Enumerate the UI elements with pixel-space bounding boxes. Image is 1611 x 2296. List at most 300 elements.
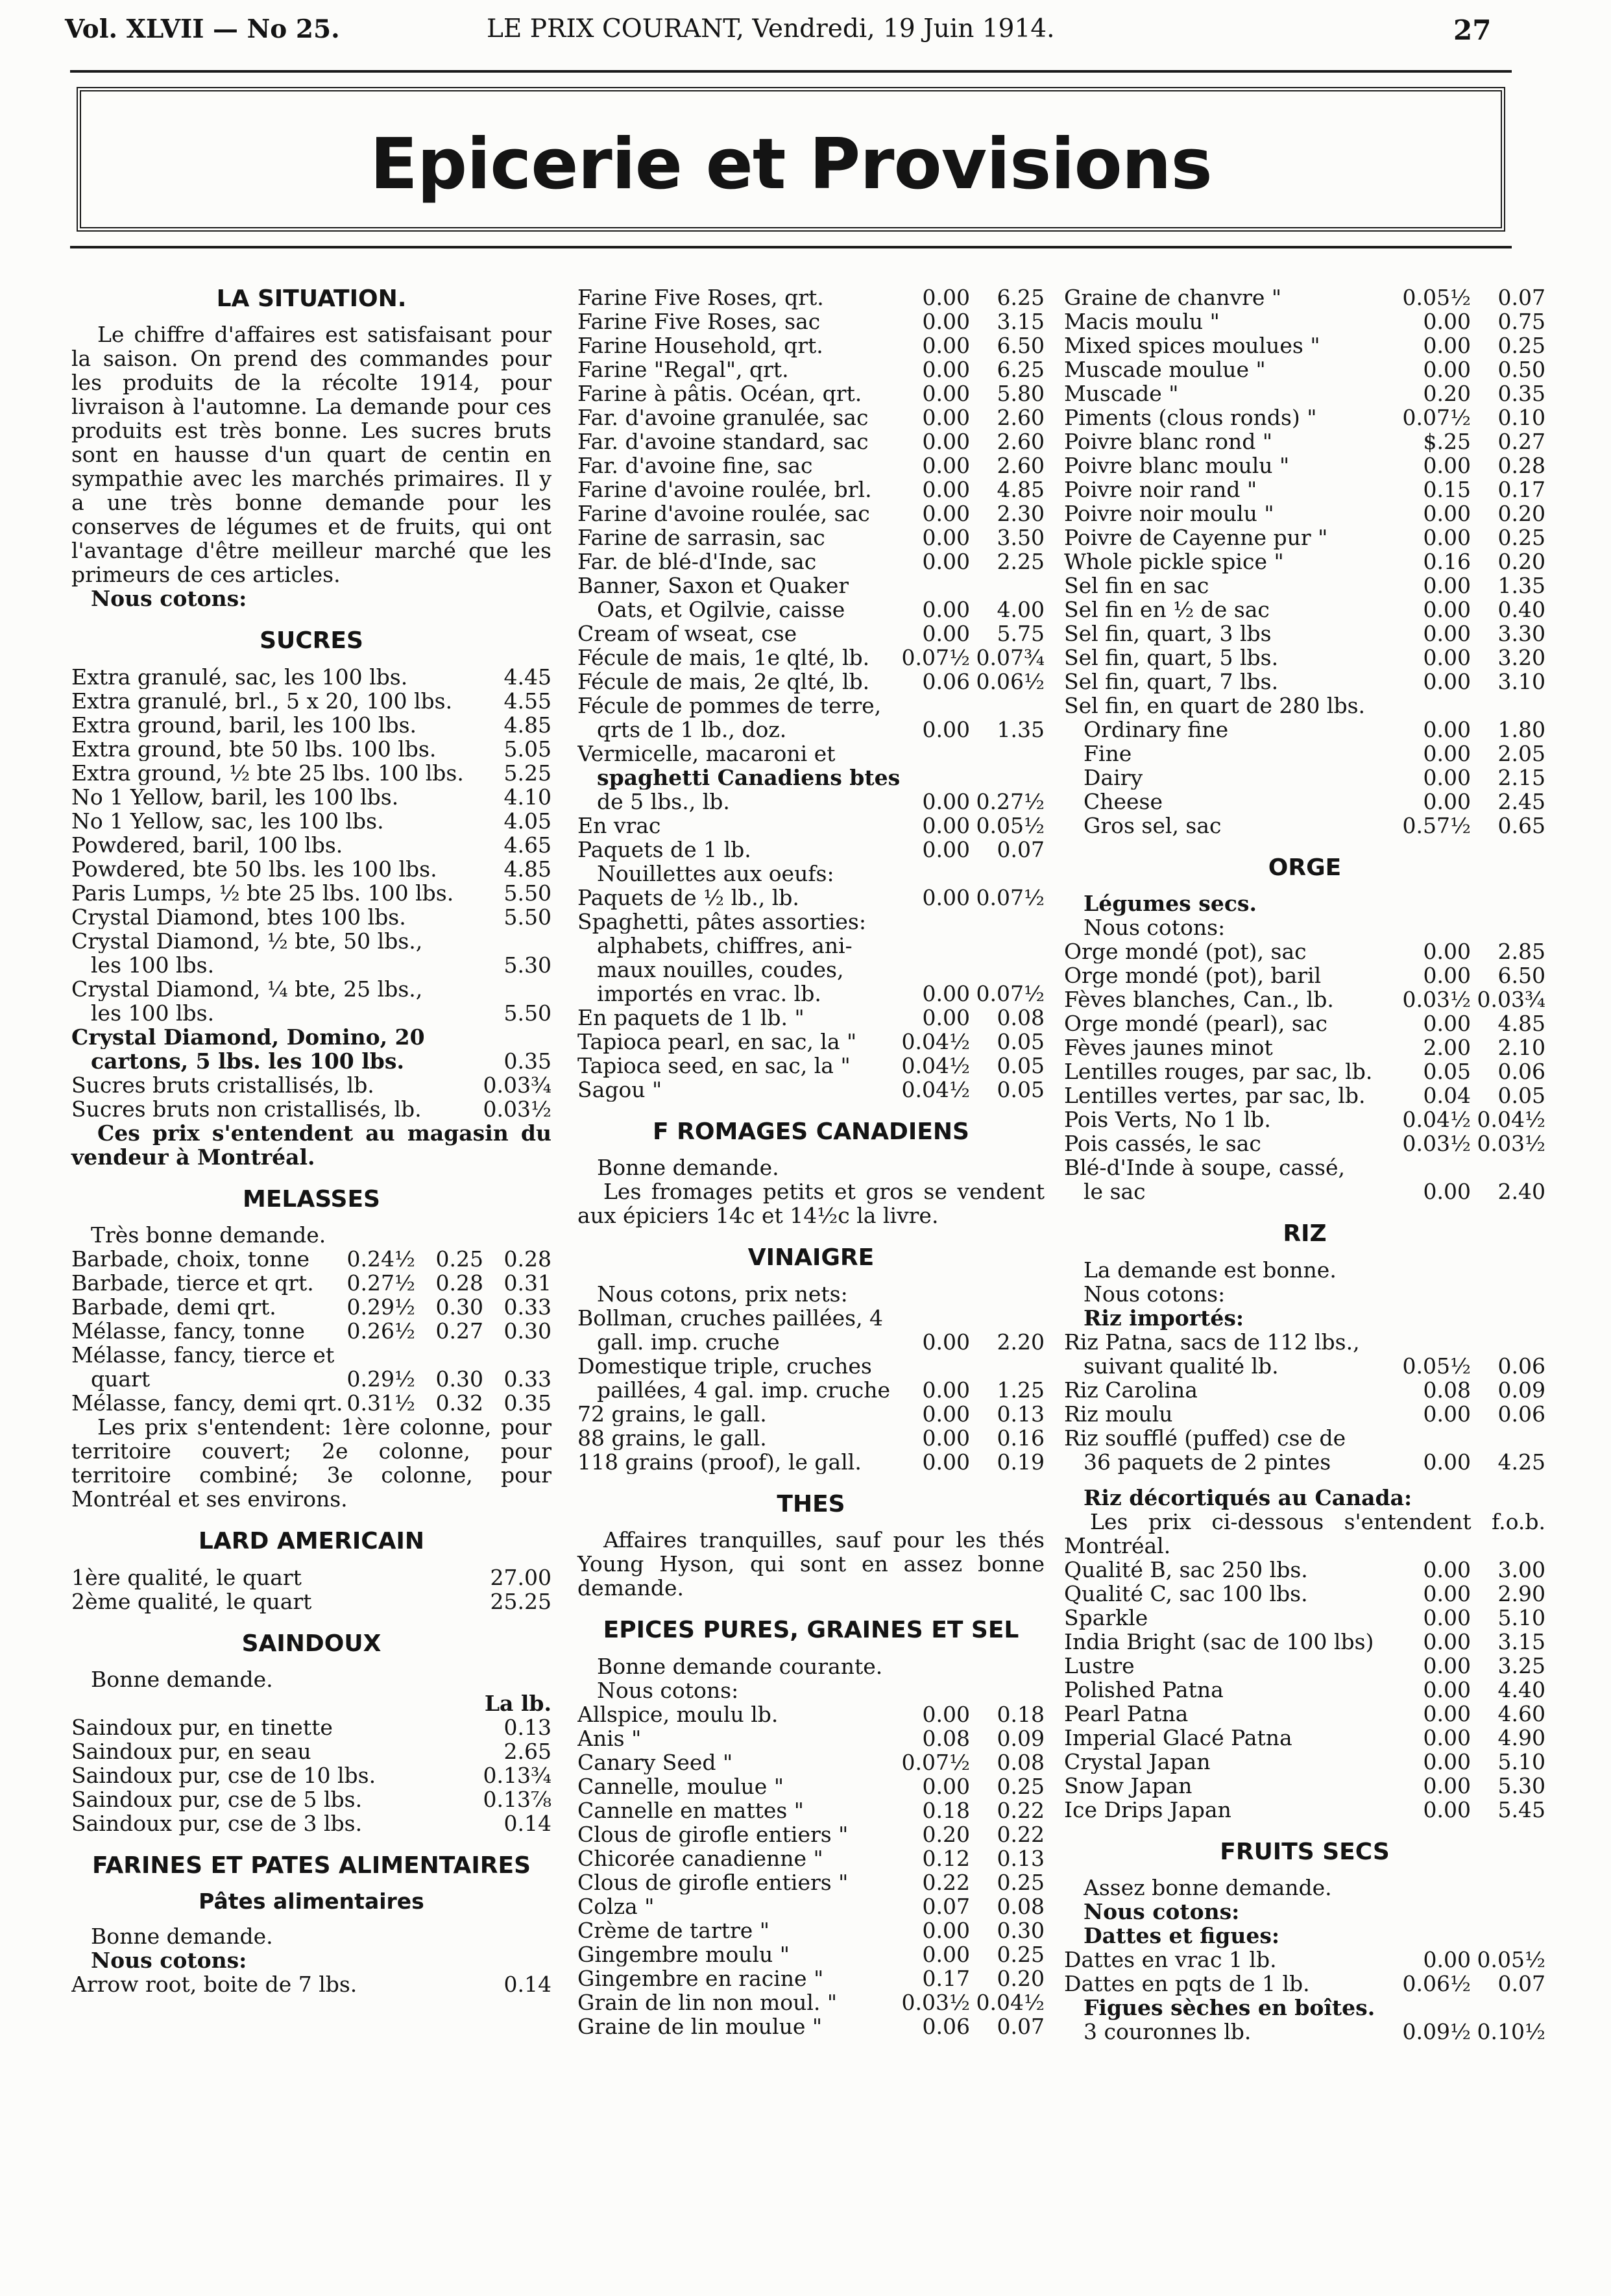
item-label: Domestique triple, cruches	[577, 1353, 872, 1378]
price-min: 0.20	[1423, 381, 1471, 406]
price-max: 5.45	[1497, 1796, 1545, 1822]
price-value: 0.14	[503, 1972, 551, 1998]
price-max: 1.35	[997, 717, 1045, 742]
price-max: 2.15	[1497, 765, 1545, 790]
item-label: Farine Household, qrt.	[577, 333, 823, 357]
item-label: Sagou "	[577, 1078, 662, 1102]
price-max: 0.27	[1497, 429, 1545, 454]
price-row	[1064, 1426, 1545, 1450]
price-min: 0.00	[1423, 333, 1471, 358]
item-label: Powdered, baril, 100 lbs.	[71, 832, 343, 857]
price-row	[71, 1972, 551, 1996]
item-label: Muscade "	[1064, 381, 1179, 405]
price-value: 0.13¾	[483, 1762, 551, 1788]
epices-intro: Bonne demande courante.	[597, 1653, 883, 1679]
price-min: 0.05½	[1402, 1353, 1471, 1379]
price-col-3: 0.33	[503, 1294, 551, 1320]
item-label: Dairy	[1084, 766, 1143, 790]
item-label: Imperial Glacé Patna	[1064, 1725, 1292, 1750]
item-label: Far. d'avoine fine, sac	[577, 453, 813, 477]
price-row	[577, 694, 1045, 718]
item-label: Farine à pâtis. Océan, qrt.	[577, 381, 862, 405]
price-max: 0.07	[1497, 1971, 1545, 1997]
price-min: 0.07½	[901, 1749, 970, 1775]
section-title-sucres: SUCRES	[260, 627, 363, 655]
item-label: Farine d'avoine roulée, brl.	[577, 477, 872, 501]
price-row	[1064, 1558, 1545, 1582]
price-min: 0.00	[1423, 1011, 1471, 1037]
price-max: 0.22	[997, 1821, 1045, 1847]
lard-list	[71, 1565, 551, 1613]
price-col-3: 0.31	[503, 1270, 551, 1296]
price-row	[577, 381, 1045, 405]
price-row	[577, 574, 1045, 598]
price-row	[577, 1378, 1045, 1402]
epices-list	[577, 1702, 1045, 2038]
price-max: 0.35	[1497, 381, 1545, 406]
price-min: 0.00	[922, 1917, 970, 1943]
price-min: 0.00	[1423, 1724, 1471, 1750]
price-value: 5.50	[503, 1000, 551, 1026]
price-max: 4.60	[1497, 1700, 1545, 1726]
item-label: Anis "	[577, 1726, 642, 1750]
price-col-1: 0.29½	[346, 1294, 415, 1320]
price-min: 0.00	[1423, 1628, 1471, 1654]
item-label: 88 grains, le gall.	[577, 1425, 767, 1450]
price-max: 3.15	[1497, 1628, 1545, 1654]
vinaigre-list	[577, 1306, 1045, 1474]
price-min: 0.04½	[901, 1077, 970, 1102]
item-label: Mixed spices moulues "	[1064, 333, 1320, 357]
price-min: 0.00	[922, 1941, 970, 1967]
price-row	[577, 838, 1045, 862]
price-row	[1064, 574, 1545, 598]
item-label: Dattes en vrac 1 lb.	[1064, 1948, 1277, 1972]
price-row	[577, 670, 1045, 694]
price-row	[1064, 333, 1545, 357]
fruits-sub-figues: Figues sèches en boîtes.	[1084, 1995, 1375, 2021]
price-max: 5.80	[997, 381, 1045, 406]
price-max: 6.25	[997, 285, 1045, 310]
price-max: 0.09	[1497, 1377, 1545, 1403]
price-max: 0.20	[1497, 501, 1545, 526]
item-label: Whole pickle spice "	[1064, 550, 1284, 574]
item-label: Ice Drips Japan	[1064, 1797, 1231, 1822]
price-min: 0.00	[922, 1377, 970, 1403]
price-row	[71, 1271, 551, 1295]
epices-note: Nous cotons:	[597, 1677, 739, 1703]
price-row	[1064, 477, 1545, 501]
item-label: Polished Patna	[1064, 1677, 1224, 1702]
price-col-2: 0.25	[435, 1246, 483, 1272]
price-row	[71, 1811, 551, 1835]
price-col-2: 0.27	[435, 1318, 483, 1344]
item-label: Sel fin, quart, 5 lbs.	[1064, 646, 1279, 670]
price-max: 2.45	[1497, 789, 1545, 814]
price-value: 5.25	[503, 760, 551, 786]
price-row	[577, 405, 1045, 429]
item-label: Grain de lin non moul. "	[577, 1990, 838, 2014]
fruits-intro: Assez bonne demande.	[1084, 1875, 1332, 1901]
price-row	[1064, 381, 1545, 405]
price-min: 0.07½	[1402, 405, 1471, 430]
price-row	[1064, 622, 1545, 646]
price-max: 0.08	[997, 1005, 1045, 1030]
price-row	[1064, 1654, 1545, 1678]
price-min: 0.00	[922, 717, 970, 742]
price-row	[1064, 1948, 1545, 1972]
item-label: Cannelle, moulue "	[577, 1774, 784, 1798]
page-title: Epicerie et Provisions	[370, 124, 1212, 205]
item-label: Sel fin, quart, 3 lbs	[1064, 622, 1272, 646]
price-max: 0.25	[997, 1773, 1045, 1799]
price-value: 5.05	[503, 736, 551, 762]
price-value: 4.55	[503, 688, 551, 714]
price-row	[577, 622, 1045, 646]
price-max: 0.06	[1497, 1353, 1545, 1379]
price-max: 6.50	[1497, 963, 1545, 989]
item-label: Crystal Diamond, ¼ bte, 25 lbs.,	[71, 976, 423, 1001]
item-label: Barbade, demi qrt.	[71, 1295, 276, 1320]
item-label: Bollman, cruches paillées, 4	[577, 1305, 884, 1330]
item-label: No 1 Yellow, sac, les 100 lbs.	[71, 808, 384, 833]
item-label: En vrac	[577, 814, 661, 838]
price-max: 0.05	[997, 1077, 1045, 1102]
sucres-note: Ces prix s'entendent au magasin du vendeur à Montréal.	[71, 1120, 551, 1170]
price-max: 2.30	[997, 501, 1045, 526]
section-title-thes: THES	[777, 1490, 845, 1517]
item-label: Far. d'avoine granulée, sac	[577, 405, 869, 429]
item-label: Barbade, choix, tonne	[71, 1247, 310, 1272]
price-value: 4.85	[503, 712, 551, 738]
price-min: 0.00	[922, 525, 970, 550]
price-row	[577, 1798, 1045, 1822]
price-row	[1064, 987, 1545, 1011]
price-row	[71, 737, 551, 761]
item-label: Pois Verts, No 1 lb.	[1064, 1107, 1271, 1132]
price-min: 0.00	[922, 381, 970, 406]
price-col-1: 0.31½	[346, 1390, 415, 1416]
item-label: Gingembre moulu "	[577, 1942, 790, 1966]
price-min: 0.04½	[901, 1029, 970, 1054]
price-max: 4.00	[997, 597, 1045, 622]
price-row	[577, 862, 1045, 886]
price-row	[1064, 1330, 1545, 1354]
price-max: 0.18	[997, 1701, 1045, 1727]
price-row	[577, 1702, 1045, 1726]
price-min: 0.00	[922, 837, 970, 862]
price-row	[1064, 1083, 1545, 1107]
fruits-sub-dattes: Dattes et figues:	[1084, 1923, 1280, 1949]
price-row	[577, 2014, 1045, 2038]
item-label: Orge mondé (pot), sac	[1064, 939, 1307, 964]
price-min: 0.00	[922, 357, 970, 382]
riz-intro: La demande est bonne.	[1084, 1257, 1337, 1283]
price-max: 5.75	[997, 621, 1045, 646]
price-max: 0.04½	[1477, 1107, 1545, 1133]
farines-price-list	[577, 285, 1045, 1102]
price-max: 2.20	[997, 1329, 1045, 1355]
price-value: 0.35	[503, 1048, 551, 1074]
farines-subtitle: Pâtes alimentaires	[199, 1889, 424, 1915]
item-label: 3 couronnes lb.	[1084, 2020, 1252, 2044]
price-min: 0.00	[1423, 1179, 1471, 1205]
item-label: Oats, et Ogilvie, caisse	[597, 598, 845, 622]
price-max: 4.85	[1497, 1011, 1545, 1037]
price-row	[71, 977, 551, 1001]
price-row	[71, 1763, 551, 1787]
price-max: 3.15	[997, 309, 1045, 334]
price-min: 0.17	[922, 1965, 970, 1991]
price-max: 3.30	[1497, 621, 1545, 646]
item-label: Mélasse, fancy, tierce et	[71, 1343, 335, 1368]
price-row	[1064, 718, 1545, 742]
price-min: 0.00	[922, 1401, 970, 1427]
price-min: 0.00	[1423, 597, 1471, 622]
item-label: Poivre blanc rond "	[1064, 429, 1272, 453]
item-label: Crystal Diamond, btes 100 lbs.	[71, 904, 406, 929]
price-max: 0.07½	[976, 885, 1045, 910]
price-row	[577, 309, 1045, 333]
price-max: 0.06½	[976, 669, 1045, 694]
item-label: Pearl Patna	[1064, 1701, 1189, 1726]
price-max: 4.40	[1497, 1676, 1545, 1702]
price-row	[1064, 550, 1545, 574]
price-row	[577, 1354, 1045, 1378]
price-row	[1064, 1131, 1545, 1155]
price-max: 0.25	[997, 1869, 1045, 1895]
price-row	[1064, 285, 1545, 309]
item-label: Fécule de mais, 2e qlté, lb.	[577, 670, 870, 694]
item-label: Qualité C, sac 100 lbs.	[1064, 1581, 1308, 1606]
price-row	[71, 1247, 551, 1271]
price-row	[577, 1990, 1045, 2014]
fromages-intro: Bonne demande.	[597, 1155, 779, 1181]
item-label: Extra ground, bte 50 lbs. 100 lbs.	[71, 736, 437, 761]
publication-date: LE PRIX COURANT, Vendredi, 19 Juin 1914.	[487, 14, 1055, 43]
price-max: 0.07	[997, 2013, 1045, 2039]
item-label: En paquets de 1 lb. "	[577, 1006, 805, 1030]
price-min: 0.00	[1423, 1604, 1471, 1630]
price-max: 3.25	[1497, 1652, 1545, 1678]
price-row	[577, 1054, 1045, 1078]
item-label: Crystal Japan	[1064, 1749, 1211, 1774]
price-row	[577, 1306, 1045, 1330]
price-row	[1064, 694, 1545, 718]
price-row	[577, 1402, 1045, 1426]
sucres-list	[71, 665, 551, 1121]
riz-sub-canada: Riz décortiqués au Canada:	[1084, 1484, 1412, 1510]
item-label: Pois cassés, le sac	[1064, 1131, 1261, 1156]
price-row	[1064, 1582, 1545, 1606]
price-row	[577, 477, 1045, 501]
item-label: Poivre blanc moulu "	[1064, 453, 1290, 477]
price-max: 0.08	[997, 1893, 1045, 1919]
price-min: 0.00	[1423, 789, 1471, 814]
price-row	[1064, 1726, 1545, 1750]
price-min: 0.00	[922, 885, 970, 910]
item-label: 72 grains, le gall.	[577, 1401, 767, 1426]
item-label: les 100 lbs.	[91, 1000, 215, 1025]
price-value: 5.50	[503, 904, 551, 930]
price-min: 0.12	[922, 1845, 970, 1871]
price-value: 4.45	[503, 664, 551, 690]
item-label: alphabets, chiffres, ani-	[597, 934, 853, 958]
price-max: 0.40	[1497, 597, 1545, 622]
price-min: 0.00	[1423, 765, 1471, 790]
price-row	[71, 1589, 551, 1613]
price-max: 0.10	[1497, 405, 1545, 430]
item-label: Snow Japan	[1064, 1773, 1193, 1798]
price-col-2: 0.30	[435, 1294, 483, 1320]
price-min: 0.00	[1423, 357, 1471, 382]
price-row	[577, 766, 1045, 790]
saindoux-unit: La lb.	[484, 1690, 551, 1716]
price-row	[71, 761, 551, 785]
price-max: 0.09	[997, 1725, 1045, 1751]
price-min: 0.00	[1423, 717, 1471, 742]
price-max: 1.35	[1497, 573, 1545, 598]
price-max: 0.07	[997, 837, 1045, 862]
item-label: Far. de blé-d'Inde, sac	[577, 550, 817, 574]
price-row	[71, 1097, 551, 1121]
price-row	[577, 453, 1045, 477]
price-row	[1064, 1798, 1545, 1822]
price-row	[577, 1330, 1045, 1354]
price-row	[1064, 1606, 1545, 1630]
item-label: Riz moulu	[1064, 1401, 1173, 1426]
item-label: Mélasse, fancy, demi qrt.	[71, 1391, 343, 1416]
price-row	[577, 910, 1045, 934]
item-label: India Bright (sac de 100 lbs)	[1064, 1629, 1374, 1654]
price-row	[71, 1739, 551, 1763]
page-number: 27	[1453, 14, 1492, 46]
price-min: 0.00	[922, 1005, 970, 1030]
price-max: 0.25	[1497, 525, 1545, 550]
price-value: 5.30	[503, 952, 551, 978]
price-row	[71, 881, 551, 905]
price-min: 0.16	[1423, 549, 1471, 574]
item-label: Crystal Diamond, ½ bte, 50 lbs.,	[71, 928, 423, 953]
price-row	[71, 1001, 551, 1025]
item-label: Muscade moulue "	[1064, 357, 1266, 381]
column-2	[577, 285, 1045, 2038]
price-row	[577, 1030, 1045, 1054]
price-max: 0.16	[997, 1425, 1045, 1451]
price-row	[1064, 670, 1545, 694]
item-label: Nouillettes aux oeufs:	[597, 862, 834, 886]
riz-note: Nous cotons:	[1084, 1281, 1226, 1307]
price-row	[1064, 790, 1545, 814]
riz-sub-importes: Riz importés:	[1084, 1305, 1244, 1331]
masthead	[65, 14, 1492, 58]
price-row	[71, 1715, 551, 1739]
price-row	[1064, 1972, 1545, 1996]
price-min: 0.04	[1423, 1083, 1471, 1109]
price-row	[71, 689, 551, 713]
item-label: Fèves jaunes minot	[1064, 1035, 1273, 1060]
section-title-situation: LA SITUATION.	[216, 285, 407, 312]
item-label: Fécule de mais, 1e qlté, lb.	[577, 646, 870, 670]
item-label: Dattes en pqts de 1 lb.	[1064, 1972, 1310, 1996]
item-label: Ordinary fine	[1084, 718, 1229, 742]
item-label: suivant qualité lb.	[1084, 1353, 1279, 1378]
item-label: Vermicelle, macaroni et	[577, 742, 836, 766]
riz-canada-list	[1064, 1558, 1545, 1822]
price-row	[577, 1774, 1045, 1798]
price-min: 0.04½	[1402, 1107, 1471, 1133]
price-min: 0.05½	[1402, 285, 1471, 310]
price-min: 0.06	[922, 2013, 970, 2039]
epices-sel-list	[1064, 285, 1545, 838]
item-label: Crystal Diamond, Domino, 20	[71, 1024, 425, 1049]
price-value: 0.14	[503, 1810, 551, 1836]
price-min: 0.06½	[1402, 1971, 1471, 1997]
item-label: Riz Patna, sacs de 112 lbs.,	[1064, 1329, 1360, 1354]
price-min: 0.00	[922, 285, 970, 310]
section-title-farines: FARINES ET PATES ALIMENTAIRES	[91, 1852, 531, 1879]
price-min: 0.00	[1423, 501, 1471, 526]
price-row	[71, 1319, 551, 1343]
price-row	[577, 501, 1045, 526]
price-row	[1064, 309, 1545, 333]
price-row	[71, 713, 551, 737]
price-value: 2.65	[503, 1738, 551, 1764]
price-row	[71, 1295, 551, 1319]
price-max: 0.05	[997, 1053, 1045, 1078]
price-row	[1064, 1059, 1545, 1083]
price-min: 0.00	[1423, 1676, 1471, 1702]
price-max: 3.50	[997, 525, 1045, 550]
price-min: 0.20	[922, 1821, 970, 1847]
item-label: Gingembre en racine "	[577, 1966, 824, 1990]
riz-list	[1064, 1330, 1545, 1474]
price-max: 0.20	[997, 1965, 1045, 1991]
price-row	[71, 785, 551, 809]
item-label: Lentilles rouges, par sac, lb.	[1064, 1059, 1373, 1084]
price-min: 0.00	[922, 453, 970, 478]
price-max: 5.30	[1497, 1772, 1545, 1798]
price-min: 0.09½	[1402, 2019, 1471, 2045]
price-row	[1064, 939, 1545, 963]
price-col-1: 0.27½	[346, 1270, 415, 1296]
price-row	[1064, 766, 1545, 790]
price-row	[71, 857, 551, 881]
price-row	[71, 1049, 551, 1073]
price-col-3: 0.35	[503, 1390, 551, 1416]
price-min: 0.15	[1423, 477, 1471, 502]
item-label: Graine de lin moulue "	[577, 2014, 823, 2038]
price-row	[1064, 742, 1545, 766]
item-label: Saindoux pur, en tinette	[71, 1715, 333, 1739]
price-max: 0.08	[997, 1749, 1045, 1775]
item-label: cartons, 5 lbs. les 100 lbs.	[91, 1048, 404, 1073]
item-label: Farine de sarrasin, sac	[577, 526, 825, 550]
melasses-note: Les prix s'entendent: 1ère colonne, pour territoire couvert; 2e colonne, pour territoire combiné; 3e colonne, pour Montréal et ses environs.	[71, 1414, 551, 1512]
price-max: 0.25	[1497, 333, 1545, 358]
item-label: Saindoux pur, cse de 3 lbs.	[71, 1811, 363, 1835]
item-label: Banner, Saxon et Quaker	[577, 574, 849, 598]
price-row	[71, 665, 551, 689]
item-label: Cannelle en mattes "	[577, 1798, 804, 1822]
price-min: 0.08	[1423, 1377, 1471, 1403]
price-min: 2.00	[1423, 1035, 1471, 1061]
price-row	[1064, 963, 1545, 987]
price-max: 4.25	[1497, 1449, 1545, 1475]
situation-text: Le chiffre d'affaires est satisfaisant pour la saison. On prend des commandes pour les produits de la récolte 1914, pour livraison à l'automne. La demande pour ces produits est très bonne. Les sucres bruts sont en hausse d'un quart de centin en sympathie avec les marchés primaires. Il y a une très bonne demande pour les conserves de légumes et de fruits, qui ont l'avantage d'être meilleur marché que les primeurs de ces articles.	[71, 322, 551, 588]
price-row	[1064, 1702, 1545, 1726]
price-max: 0.19	[997, 1449, 1045, 1475]
